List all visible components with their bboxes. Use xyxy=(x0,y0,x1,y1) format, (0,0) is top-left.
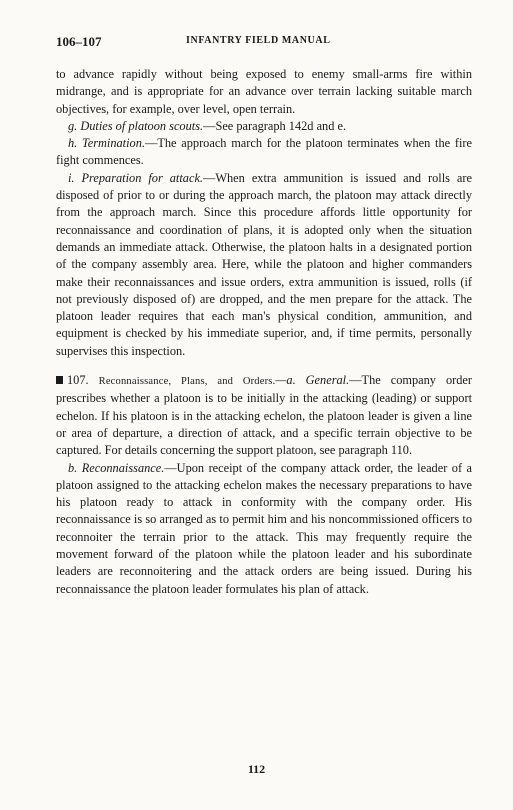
subparagraph-h-label: h. Termination. xyxy=(68,136,145,151)
subparagraph-h xyxy=(56,135,472,170)
subparagraph-g-text: —See paragraph 142d and e. xyxy=(203,118,347,133)
section-heading: Reconnaissance, Plans, and Orders. xyxy=(98,376,276,388)
page-number: 112 xyxy=(247,762,266,776)
running-title: INFANTRY FIELD MANUAL xyxy=(186,35,331,46)
subparagraph-g-label: g. Duties of platoon scouts. xyxy=(68,118,204,133)
section-marker-icon xyxy=(56,376,63,384)
paragraph-continuation: to advance rapidly without being exposed to enemy small-arms fire within midrange, and is appropriate for an advance over terrain lacking suitable march objectives, for example, over level, open terrain. xyxy=(56,67,472,116)
subparagraph-b-label: b. Reconnaissance. xyxy=(68,460,165,475)
subparagraph-a-label: —a. General. xyxy=(275,373,350,388)
subparagraph-g xyxy=(56,118,472,135)
subparagraph-a-text: —The company order prescribes whether a platoon is to be initially in the attacking (leading) or support echelon. If his platoon is in the attacking echelon, the platoon leader is given a line or area of departure, a direction of attack, and a specific terrain objective to be captured. For details concerning the support platoon, see paragraph 110. xyxy=(56,373,472,458)
section-107 xyxy=(56,372,472,459)
subparagraph-b-text: —Upon receipt of the company attack order, the leader of a platoon assigned to the attacking echelon makes the necessary preparations to have his platoon ready to attack in conformity with the company order. His reconnaissance is so arranged as to permit him and his noncommissioned officers to reconnoiter the terrain prior to the attack. This may frequently require the movement forward of the platoon while the platoon leader and his subordinate leaders are reconnoitering and the attack orders are being issued. During his reconnaissance the platoon leader formulates his plan of attack. xyxy=(56,460,472,596)
page-body xyxy=(56,66,472,598)
paragraph-range: 106–107 xyxy=(56,34,102,49)
subparagraph-h-text: —The approach march for the platoon terminates when the fire fight commences. xyxy=(56,136,472,168)
subparagraph-i-text: —When extra ammunition is issued and rolls are disposed of prior to or during the approach march, the platoon may attack directly from the approach march. Since this procedure affords little opportunity for reconnaissance and coordination of plans, it is adopted only when the situation demands an immediate attack. Otherwise, the platoon halts in a designated portion of the company assembly area. Here, while the platoon and higher commanders make their reconnaissances and issue orders, extra ammunition is issued, rolls (if not previously disposed of) are dropped, and the men prepare for the attack. The platoon leader requires that each man's physical condition, ammunition, and equipment is checked by his immediate superior, and, if time permits, personally supervises this inspection. xyxy=(56,170,472,358)
section-number: 107. xyxy=(67,373,89,388)
subparagraph-i xyxy=(56,170,472,360)
subparagraph-b xyxy=(56,460,472,598)
page-header xyxy=(56,34,455,52)
subparagraph-i-label: i. Preparation for attack. xyxy=(68,170,204,185)
